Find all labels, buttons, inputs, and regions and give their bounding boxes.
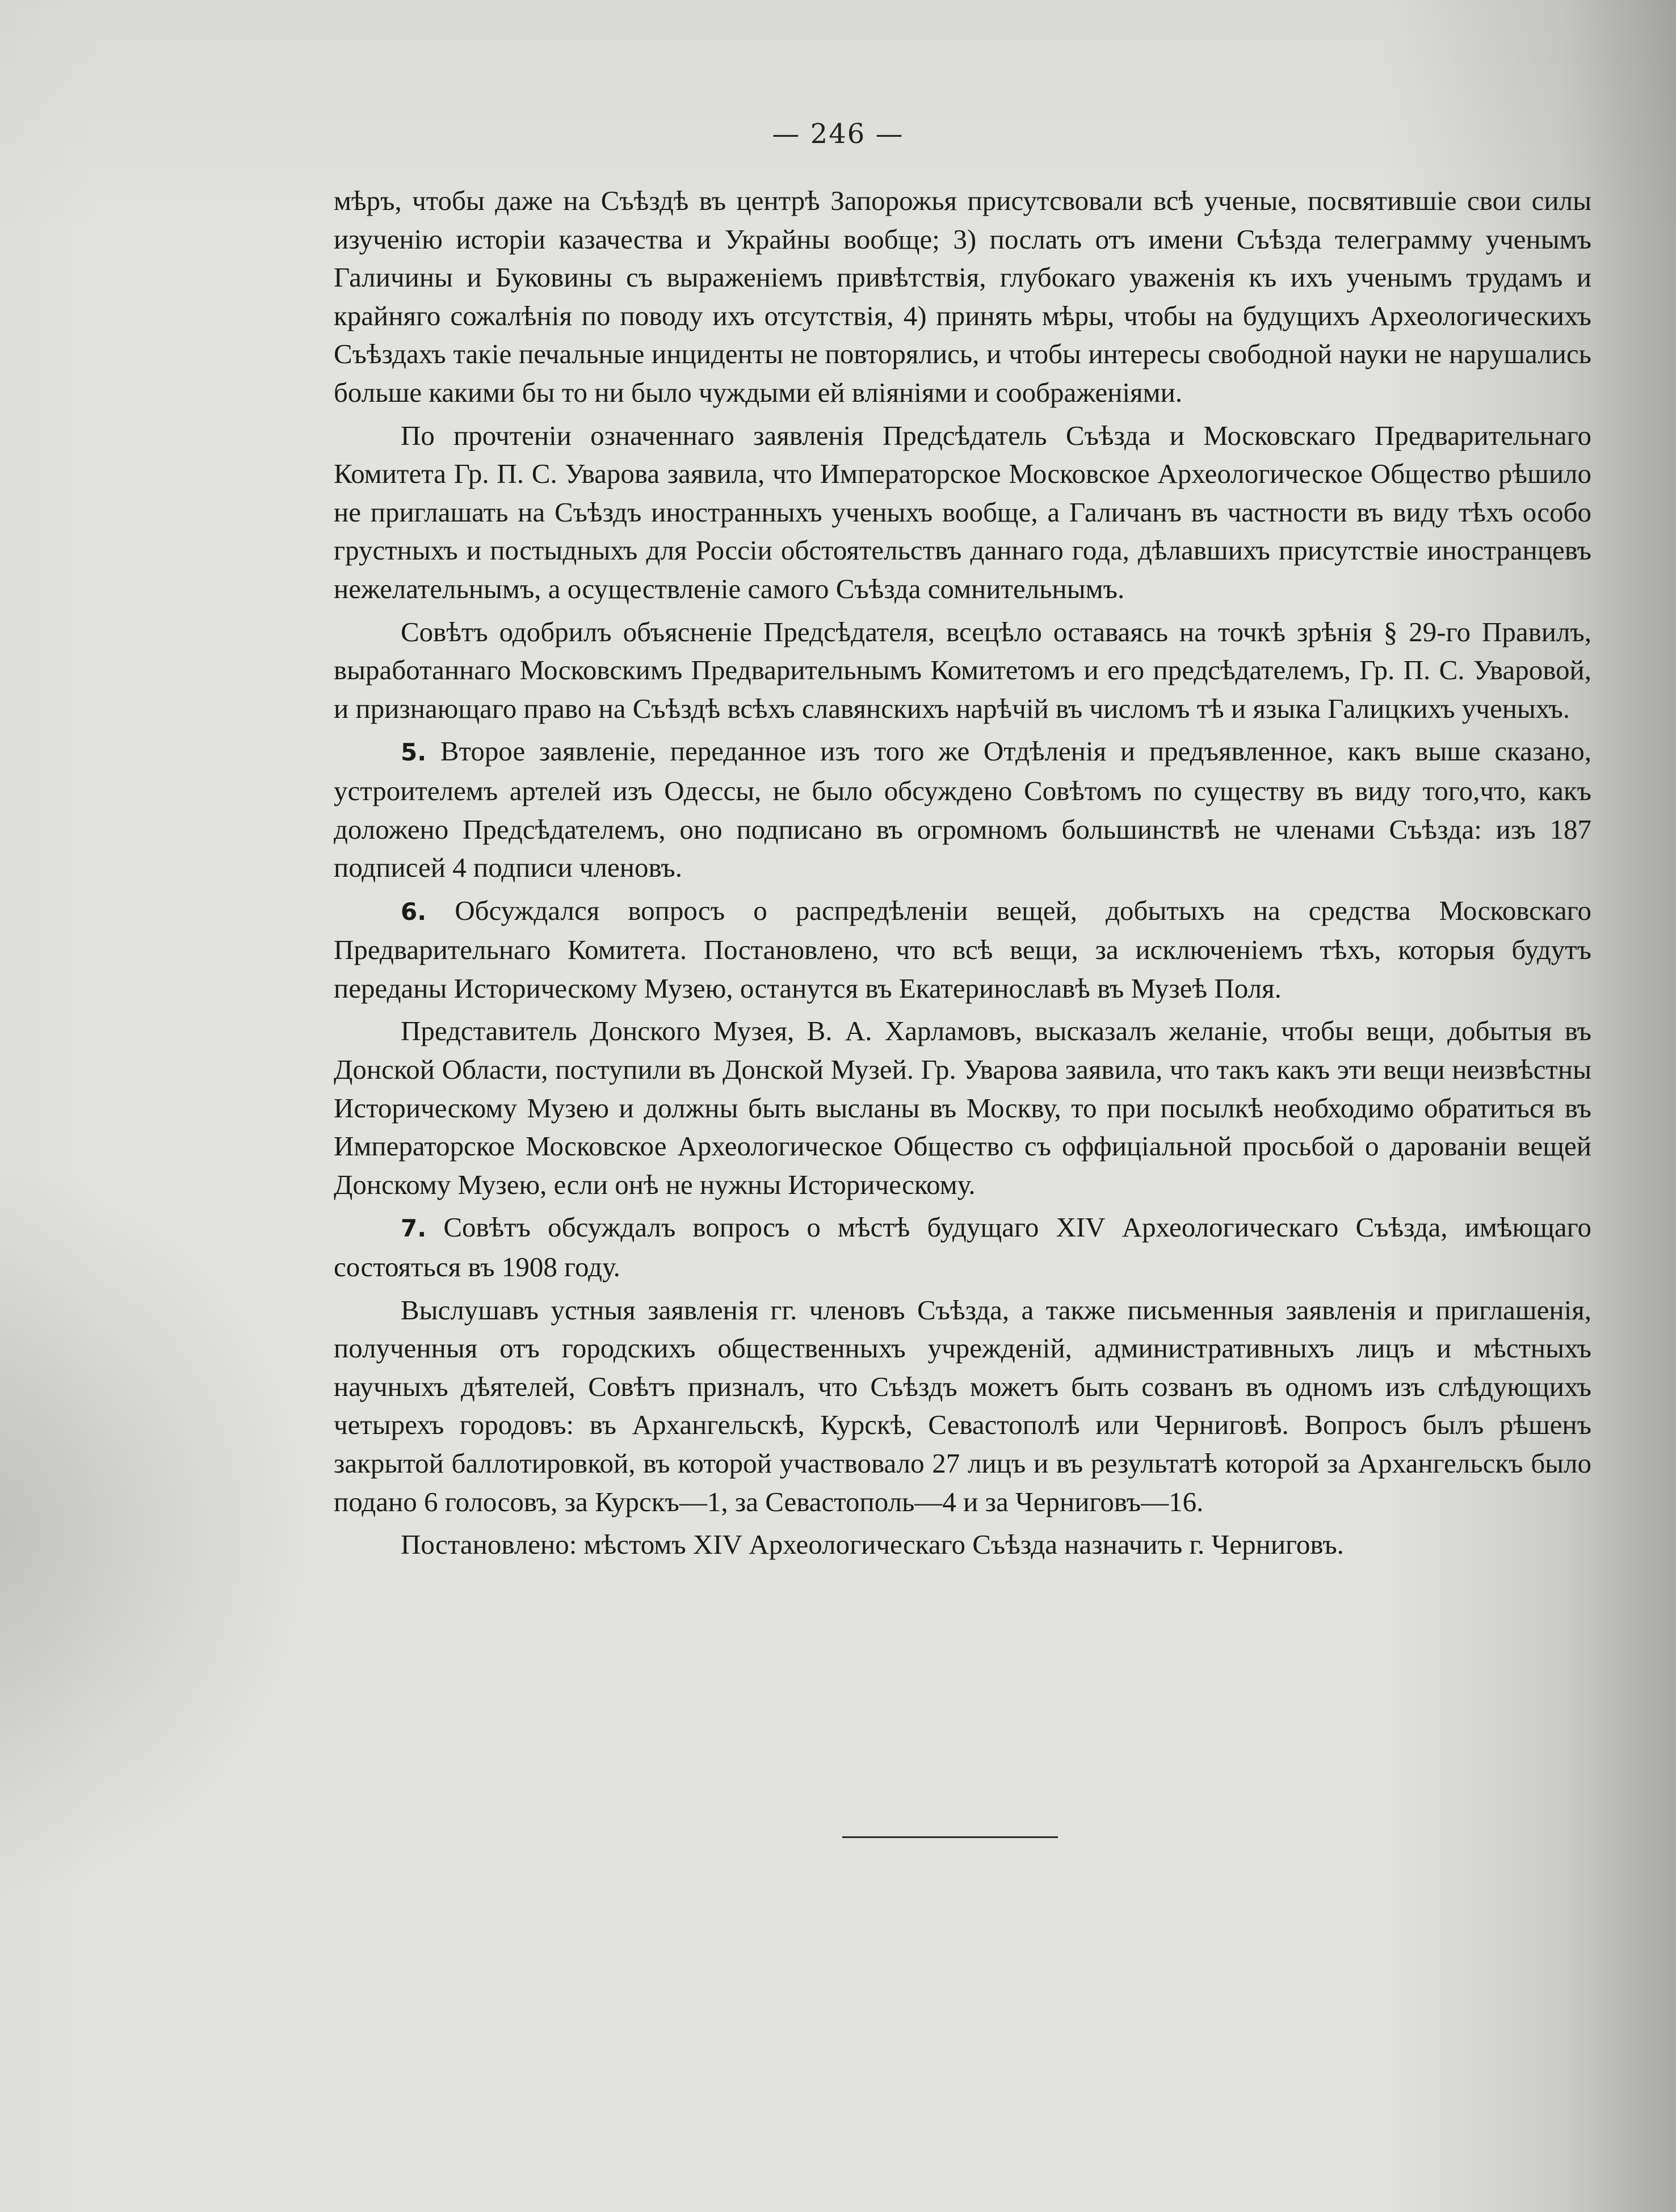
page-shadow: [0, 1163, 318, 1901]
paragraph-chair-response: [334, 417, 1591, 608]
paragraph-text: Совѣтъ обсуждалъ вопросъ о мѣстѣ будущаго XIV Археологическаго Съѣзда, имѣющаго состояться въ 1908 году.: [334, 1212, 1591, 1283]
paragraph-text: Обсуждался вопросъ о распредѣленіи вещей, добытыхъ на средства Московскаго Предварительнаго Комитета. Постановлено, что всѣ вещи, за исключеніемъ тѣхъ, которыя будутъ переданы Историческому Музею, останутся въ Екатеринославѣ въ Музеѣ Поля.: [334, 894, 1591, 1004]
paragraph-text: Выслушавъ устныя заявленія гг. членовъ Съѣзда, а также письменныя заявленія и приглашенія, полученныя отъ городскихъ общественныхъ учрежденій, административныхъ лицъ и мѣстныхъ научныхъ дѣятелей, Совѣтъ призналъ, что Съѣздъ можетъ быть созванъ въ одномъ изъ слѣдующихъ четырехъ городовъ: въ Архангельскѣ, Курскѣ, Севастополѣ или Черниговѣ. Вопросъ былъ рѣшенъ закрытой баллотировкой, въ которой участвовало 27 лицъ и въ результатѣ которой за Архангельскъ было подано 6 голосовъ, за Курскъ—1, за Севастополь—4 и за Черниговъ—16.: [334, 1294, 1591, 1517]
paragraph-council-approval: [334, 613, 1591, 728]
paragraph-item-5: [334, 732, 1591, 886]
paragraph-ballot: [334, 1291, 1591, 1521]
paragraph-item-6: [334, 891, 1591, 1008]
paragraph-text: Второе заявленіе, переданное изъ того же Отдѣленія и предъявленное, какъ выше сказано, устроителемъ артелей изъ Одессы, не было обсуждено Совѣтомъ по существу въ виду того,что, какъ доложено Предсѣдателемъ, оно подписано въ огромномъ большинствѣ не членами Съѣзда: изъ 187 подписей 4 подписи членовъ.: [334, 735, 1591, 884]
end-rule: [842, 1836, 1058, 1838]
paragraph-text: Представитель Донского Музея, В. А. Харламовъ, высказалъ желаніе, чтобы вещи, добытыя въ Донской Области, поступили въ Донской Музей. Гр. Уварова заявила, что такъ какъ эти вещи неизвѣстны Историческому Музею и должны быть высланы въ Москву, то при посылкѣ необходимо обратиться въ Императорское Московское Археологическое Общество съ оффиціальной просьбой о дарованіи вещей Донскому Музею, если онѣ не нужны Историческому.: [334, 1015, 1591, 1200]
paragraph-continuation: [334, 182, 1591, 412]
paragraph-text: мѣръ, чтобы даже на Съѣздѣ въ центрѣ Запорожья присутсвовали всѣ ученые, посвятившіе свои силы изученію исторіи казачества и Украйны вообще; 3) послать отъ имени Съѣзда телеграмму ученымъ Галичины и Буковины съ выраженіемъ привѣтствія, глубокаго уваженія къ ихъ ученымъ трудамъ и крайняго сожалѣнія по поводу ихъ отсутствія, 4) принять мѣры, чтобы на будущихъ Археологическихъ Съѣздахъ такіе печальные инциденты не повторялись, и чтобы интересы свободной науки не нарушались больше какими бы то ни было чуждыми ей вліяніями и соображеніями.: [334, 185, 1591, 408]
body-text: [334, 182, 1591, 1564]
paragraph-text: Постановлено: мѣстомъ XIV Археологическаго Съѣзда назначить г. Черниговъ.: [401, 1529, 1344, 1561]
paragraph-text: По прочтеніи означеннаго заявленія Предсѣдатель Съѣзда и Московскаго Предварительнаго Комитета Гр. П. С. Уварова заявила, что Императорское Московское Археологическое Общество рѣшило не приглашать на Съѣздъ иностранныхъ ученыхъ вообще, а Галичанъ въ частности въ виду тѣхъ особо грустныхъ и постыдныхъ для Россіи обстоятельствъ даннаго года, дѣлавшихъ присутствіе иностранцевъ нежелательнымъ, а осуществленіе самого Съѣзда сомнительнымъ.: [334, 419, 1591, 604]
paragraph-item-7: [334, 1208, 1591, 1286]
paragraph-text: Совѣтъ одобрилъ объясненіе Предсѣдателя, всецѣло оставаясь на точкѣ зрѣнія § 29-го Правилъ, выработаннаго Московскимъ Предварительнымъ Комитетомъ и его предсѣдателемъ, Гр. П. С. Уваровой, и признающаго право на Съѣздѣ всѣхъ славянскихъ нарѣчій въ числомъ тѣ и языка Галицкихъ ученыхъ.: [334, 616, 1591, 724]
page-number: — 246 —: [772, 118, 904, 150]
item-number: 5.: [401, 738, 427, 767]
item-number: 7.: [401, 1214, 427, 1243]
paragraph-don-museum: [334, 1012, 1591, 1204]
item-number: 6.: [401, 897, 427, 926]
paragraph-resolution: [334, 1525, 1591, 1564]
